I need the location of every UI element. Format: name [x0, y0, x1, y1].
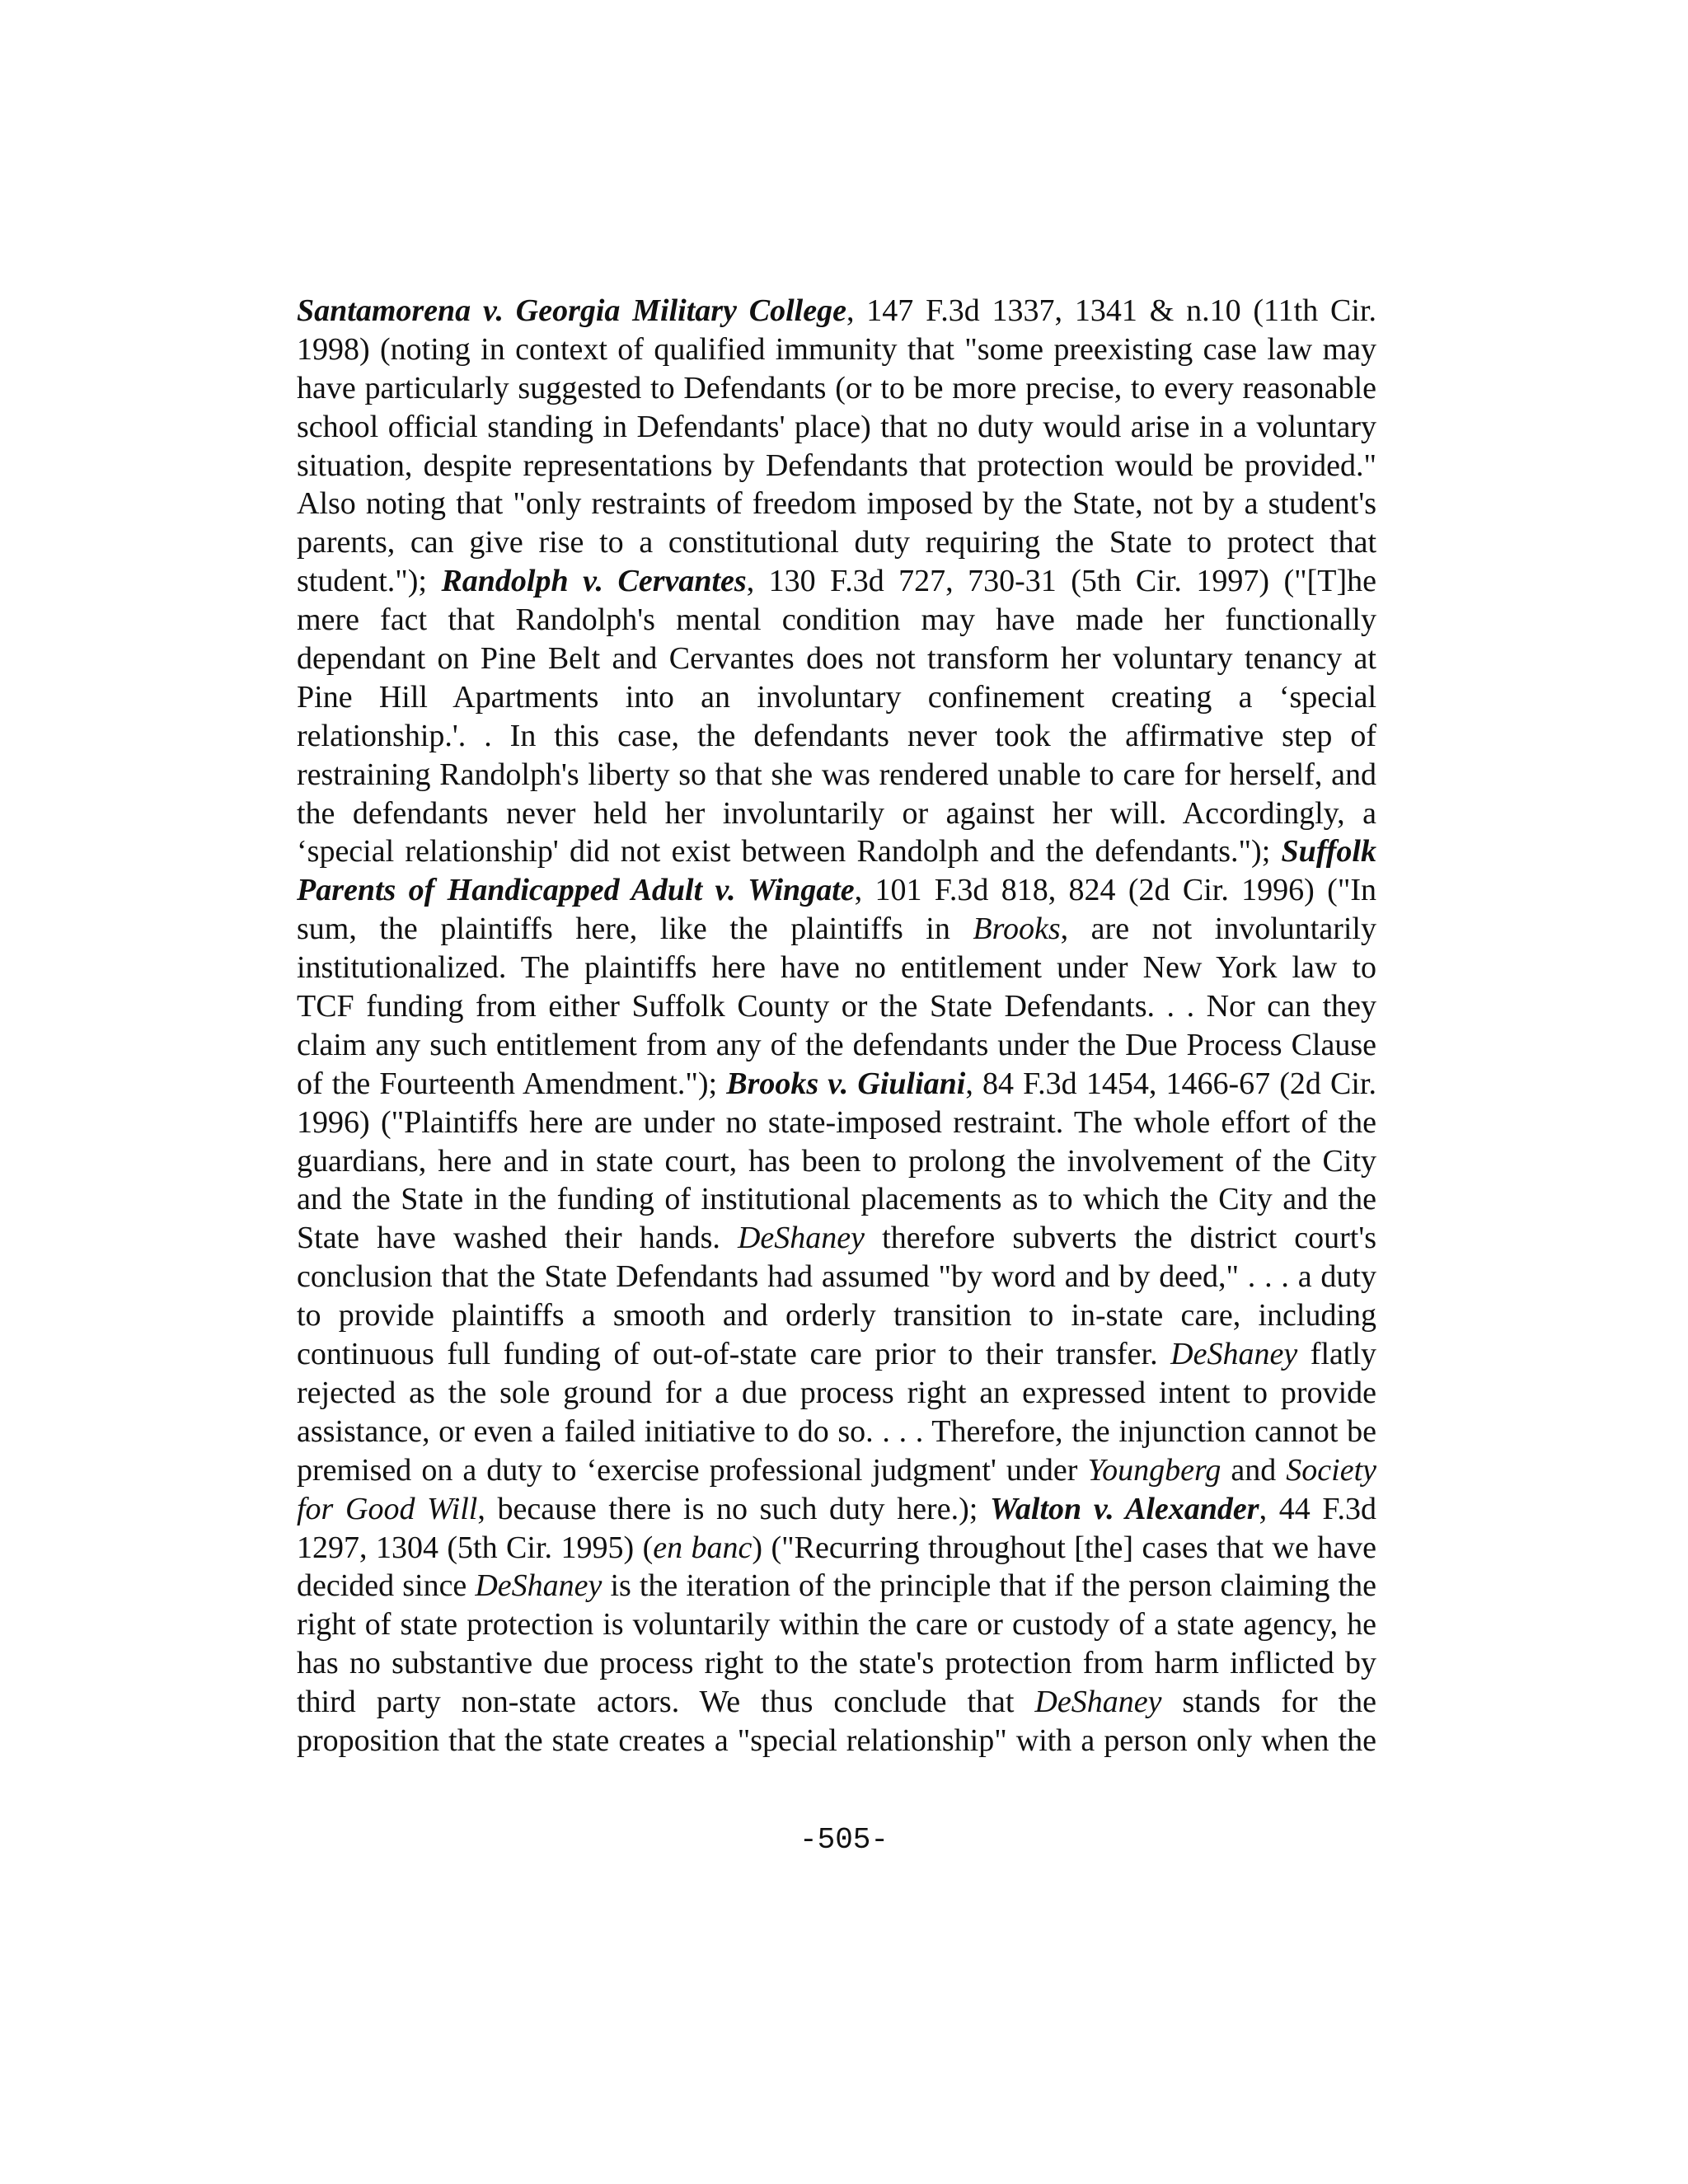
- text-line: [297, 562, 1376, 601]
- text-segment: dependant on Pine Belt and Cervantes does not transform her voluntary tenancy at: [297, 641, 1376, 677]
- text-segment: mere fact that Randolph's mental condition may have made her functionally: [297, 602, 1376, 638]
- text-segment: 1998) (noting in context of qualified immunity that "some preexisting case law may: [297, 331, 1376, 367]
- text-segment: conclusion that the State Defendants had assumed "by word and by deed," . . . a duty: [297, 1259, 1376, 1295]
- text-line: [297, 601, 1376, 640]
- text-segment: guardians, here and in state court, has been to prolong the involvement of the City: [297, 1143, 1376, 1179]
- case-name: Parents of Handicapped Adult v. Wingate: [297, 873, 855, 908]
- text-segment: , 101 F.3d 818, 824 (2d Cir. 1996) ("In: [854, 873, 1376, 908]
- text-segment: , because there is no such duty here.);: [477, 1491, 990, 1526]
- text-segment: TCF funding from either Suffolk County or the State Defendants. . . Nor can they: [297, 989, 1376, 1024]
- text-line: [297, 447, 1376, 485]
- text-segment: , 84 F.3d 1454, 1466-67 (2d Cir.: [965, 1066, 1376, 1101]
- text-line: [297, 523, 1376, 562]
- italic-text: DeShaney: [1170, 1337, 1298, 1372]
- text-line: [297, 910, 1376, 949]
- case-name: Randolph v. Cervantes: [441, 564, 747, 599]
- text-line: [297, 678, 1376, 717]
- case-name: Walton v. Alexander: [989, 1491, 1259, 1526]
- text-line: [297, 1683, 1376, 1722]
- text-line: [297, 1605, 1376, 1644]
- text-segment: student.");: [297, 564, 442, 599]
- text-line: [297, 1529, 1376, 1568]
- italic-text: DeShaney: [1034, 1685, 1162, 1720]
- text-line: [297, 1104, 1376, 1142]
- italic-text: DeShaney: [475, 1568, 603, 1604]
- text-line: [297, 408, 1376, 447]
- italic-text: Brooks: [973, 912, 1061, 947]
- text-line: [297, 1335, 1376, 1374]
- text-segment: sum, the plaintiffs here, like the plaintiffs in: [297, 912, 973, 947]
- text-line: [297, 1065, 1376, 1104]
- text-segment: rejected as the sole ground for a due process right an expressed intent to provide: [297, 1375, 1376, 1410]
- text-line: [297, 1413, 1376, 1451]
- text-segment: decided since: [297, 1568, 476, 1604]
- page-number: -505-: [799, 1823, 889, 1857]
- text-segment: situation, despite representations by Defendants that protection would be provided.": [297, 448, 1376, 483]
- text-line: [297, 1374, 1376, 1413]
- text-segment: assistance, or even a failed initiative to do so. . . . Therefore, the injunction cannot be: [297, 1413, 1376, 1449]
- text-segment: Pine Hill Apartments into an involuntary confinement creating a ‘special: [297, 679, 1376, 715]
- text-line: [297, 1142, 1376, 1181]
- text-segment: , 44 F.3d: [1259, 1491, 1376, 1526]
- text-line: [297, 871, 1376, 910]
- italic-text: Society: [1286, 1452, 1377, 1488]
- text-segment: relationship.'. . In this case, the defendants never took the affirmative step of: [297, 718, 1376, 753]
- text-segment: third party non-state actors. We thus conclude that: [297, 1685, 1035, 1720]
- text-line: [297, 756, 1376, 794]
- text-segment: to provide plaintiffs a smooth and orderly transition to in-state care, including: [297, 1298, 1376, 1333]
- text-line: [297, 987, 1376, 1026]
- text-segment: ) ("Recurring throughout [the] cases that we have: [752, 1530, 1376, 1565]
- text-segment: , 130 F.3d 727, 730-31 (5th Cir. 1997) ("[T]he: [746, 564, 1376, 599]
- text-line: [297, 369, 1376, 408]
- text-segment: State have washed their hands.: [297, 1221, 738, 1256]
- text-line: [297, 1644, 1376, 1683]
- text-segment: is the iteration of the principle that if the person claiming the: [602, 1568, 1376, 1604]
- italic-text: Youngberg: [1087, 1452, 1221, 1488]
- text-segment: and the State in the funding of institutional placements as to which the City and the: [297, 1182, 1376, 1217]
- text-line: [297, 640, 1376, 678]
- italic-text: for Good Will: [297, 1491, 478, 1526]
- case-name: Santamorena v. Georgia Military College: [297, 293, 846, 328]
- text-line: [297, 832, 1376, 871]
- text-line: [297, 1567, 1376, 1605]
- text-segment: 1996) ("Plaintiffs here are under no state-imposed restraint. The whole effort of the: [297, 1104, 1376, 1140]
- text-segment: institutionalized. The plaintiffs here have no entitlement under New York law to: [297, 950, 1376, 986]
- text-segment: premised on a duty to ‘exercise professional judgment' under: [297, 1452, 1088, 1488]
- text-segment: flatly: [1297, 1337, 1376, 1372]
- text-segment: stands for the: [1161, 1685, 1376, 1720]
- text-segment: , 147 F.3d 1337, 1341 & n.10 (11th Cir.: [846, 293, 1376, 328]
- text-segment: Also noting that "only restraints of freedom imposed by the State, not by a student's: [297, 486, 1376, 522]
- text-segment: restraining Randolph's liberty so that she was rendered unable to care for herself, and: [297, 757, 1376, 792]
- text-line: [297, 1258, 1376, 1296]
- italic-text: DeShaney: [737, 1221, 865, 1256]
- text-segment: and: [1221, 1452, 1287, 1488]
- text-line: [297, 1296, 1376, 1335]
- text-segment: the defendants never held her involuntarily or against her will. Accordingly, a: [297, 795, 1376, 831]
- text-line: [297, 949, 1376, 987]
- text-line: [297, 717, 1376, 756]
- text-line: [297, 1219, 1376, 1258]
- text-segment: continuous full funding of out-of-state care prior to their transfer.: [297, 1337, 1171, 1372]
- text-segment: therefore subverts the district court's: [865, 1221, 1376, 1256]
- case-name: Suffolk: [1281, 834, 1376, 869]
- text-line: [297, 794, 1376, 833]
- case-name: Brooks v. Giuliani: [726, 1066, 966, 1101]
- text-line: [297, 485, 1376, 523]
- text-line: [297, 1026, 1376, 1065]
- text-segment: ‘special relationship' did not exist between Randolph and the defendants.");: [297, 834, 1282, 869]
- text-segment: , are not involuntarily: [1060, 912, 1376, 947]
- text-segment: school official standing in Defendants' place) that no duty would arise in a voluntary: [297, 409, 1376, 444]
- text-segment: claim any such entitlement from any of the defendants under the Due Process Clause: [297, 1027, 1376, 1062]
- text-line: [297, 1180, 1376, 1219]
- text-line: [297, 330, 1376, 369]
- text-segment: proposition that the state creates a "special relationship" with a person only when the: [297, 1722, 1376, 1758]
- text-line: [297, 1490, 1376, 1529]
- body-text: [297, 292, 1376, 1760]
- text-segment: parents, can give rise to a constitutional duty requiring the State to protect that: [297, 525, 1376, 560]
- text-segment: right of state protection is voluntarily within the care or custody of a state agency, he: [297, 1607, 1376, 1643]
- text-line: [297, 1722, 1376, 1760]
- text-line: [297, 1451, 1376, 1490]
- text-segment: 1297, 1304 (5th Cir. 1995) (: [297, 1530, 654, 1565]
- text-segment: have particularly suggested to Defendants (or to be more precise, to every reasonable: [297, 370, 1376, 405]
- text-segment: of the Fourteenth Amendment.");: [297, 1066, 727, 1101]
- italic-text: en banc: [653, 1530, 753, 1565]
- text-segment: has no substantive due process right to the state's protection from harm inflicted by: [297, 1646, 1376, 1681]
- text-line: [297, 292, 1376, 330]
